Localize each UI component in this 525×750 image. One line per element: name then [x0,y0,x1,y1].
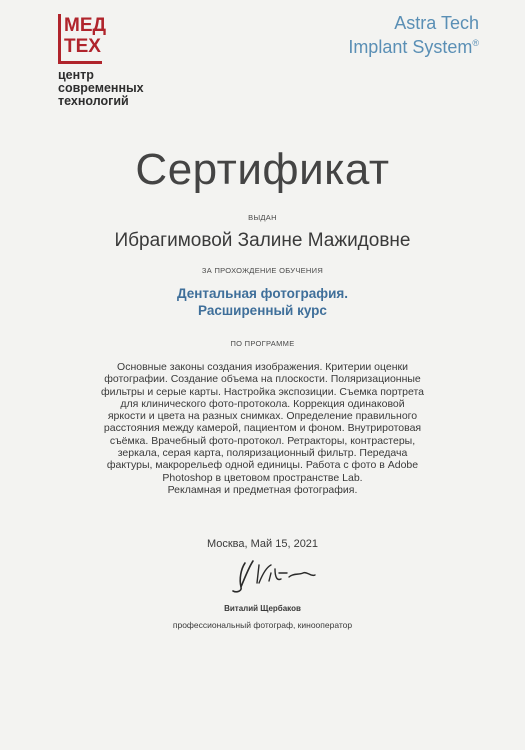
astra-tech-brand [348,13,479,57]
completion-label: ЗА ПРОХОЖДЕНИЕ ОБУЧЕНИЯ [201,266,324,275]
program-line: фильтры и серые карты. Настройка экспозиции. Съемка портрета [100,385,425,398]
program-line: яркости и цвета на разных снимках. Определение правильного [107,410,418,423]
course-title-line1: Дентальная фотография. [176,286,349,301]
program-line: расстояния между камерой, пациентом и фоном. Внутриротовая [103,422,422,435]
logo-caption-line: технологий [58,94,129,108]
program-line: фактуры, макрорельеф одной единицы. Работа с фото в Adobe [106,459,419,472]
logo-mark-line2: ТЕХ [64,36,101,57]
logo-mark [58,14,107,64]
program-line: фотографии. Создание объема на плоскости. Поляризационные [104,373,421,386]
recipient-name: Ибрагимовой Залине Мажидовне [114,230,411,251]
program-line: Photoshop в цветовом пространстве Lab. [162,471,363,484]
logo-caption-line: центр [58,68,94,82]
signature-image [223,553,323,601]
logo-caption-line: современных [58,81,144,95]
program-line: Основные законы создания изображения. Критерии оценки [117,361,408,373]
program-line: съёмка. Врачебный фото-протокол. Ретракторы, контрастеры, [109,434,416,447]
signer-role: профессиональный фотограф, кинооператор [172,620,353,630]
logo-mark-line1: МЕД [64,15,107,36]
program-description [70,361,455,496]
certificate-title: Сертификат [135,145,390,194]
program-label: ПО ПРОГРАММЕ [230,339,295,348]
medtech-logo [58,14,144,108]
brand-line2: Implant System [348,37,473,57]
issued-label: ВЫДАН [248,213,277,222]
signer-name: Виталий Щербаков [224,604,301,613]
brand-reg-mark: ® [472,38,479,48]
logo-caption [58,69,144,108]
course-title-line2: Расширенный курс [198,303,327,318]
brand-line1: Astra Tech [394,13,479,33]
course-title [0,285,525,319]
program-line: зеркала, серая карта, поляризационный фильтр. Передача [117,447,408,460]
issue-date: Москва, Май 15, 2021 [206,538,319,550]
program-line: Рекламная и предметная фотография. [167,483,358,496]
program-line: для клинического фото-протокола. Коррекция одинаковой [120,397,405,410]
